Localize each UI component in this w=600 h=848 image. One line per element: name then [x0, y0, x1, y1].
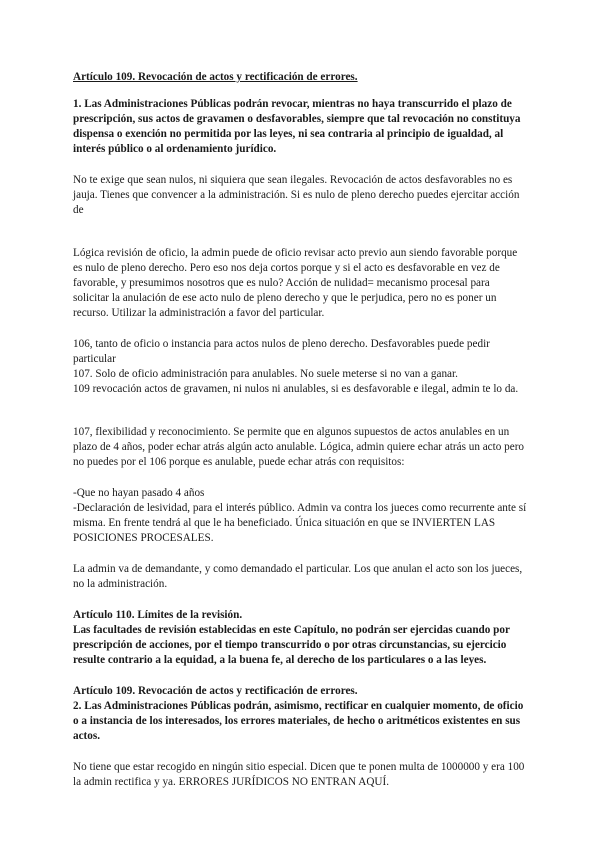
- summary-106: 106, tanto de oficio o instancia para actos nulos de pleno derecho. Desfavorables puede pedir particular: [73, 338, 490, 365]
- requirements-list: [73, 486, 528, 546]
- article-109-heading-2: Artículo 109. Revocación de actos y rectificación de errores.: [73, 685, 358, 697]
- document-page: [73, 70, 528, 790]
- note-logica-revision: Lógica revisión de oficio, la admin puede de oficio revisar acto previo aun siendo favorable porque es nulo de pleno derecho. Pero eso nos deja cortos porque y si el acto es desfavorable en vez de favorable, y presumimos nosotros que es nulo? Acción de nulidad= mecanismo procesal para solicitar la anulación de ese acto nulo de pleno derecho y que le perjudica, pero no es poner un recurso. Utilizar la administración a favor del particular.: [73, 247, 518, 319]
- article-110-heading: Artículo 110. Límites de la revisión.: [73, 609, 243, 621]
- requirement-lesividad: -Declaración de lesividad, para el interés público. Admin va contra los jueces como recurrente ante sí misma. En frente tendrá al que le ha beneficiado. Única situación en que se INVIERTEN LAS POSICIONES PROCESALES.: [73, 502, 527, 544]
- article-summary-list: [73, 337, 528, 397]
- article-109-paragraph-1: 1. Las Administraciones Públicas podrán revocar, mientras no haya transcurrido el plazo de prescripción, sus actos de gravamen o desfavorables, siempre que tal revocación no constituya dispensa o exención no permitida por las leyes, ni sea contraria al principio de igualdad, al interés público o al ordenamiento jurídico.: [73, 98, 521, 155]
- article-109-block-2: [73, 684, 528, 744]
- note-errores: No tiene que estar recogido en ningún sitio especial. Dicen que te ponen multa de 1000000 y era 100 la admin rectifica y ya. ERRORES JURÍDICOS NO ENTRAN AQUÍ.: [73, 761, 525, 788]
- summary-107: 107. Solo de oficio administración para anulables. No suele meterse si no van a ganar.: [73, 368, 458, 380]
- article-109-heading: Artículo 109. Revocación de actos y rectificación de errores.: [73, 71, 358, 83]
- note-demandante: La admin va de demandante, y como demandado el particular. Los que anulan el acto son los jueces, no la administración.: [73, 563, 523, 590]
- summary-109: 109 revocación actos de gravamen, ni nulos ni anulables, si es desfavorable e ilegal, admin te lo da.: [73, 383, 519, 395]
- note-nulos: No te exige que sean nulos, ni siquiera que sean ilegales. Revocación de actos desfavorables no es jauja. Tienes que convencer a la administración. Si es nulo de pleno derecho puedes ejercitar acción de: [73, 174, 520, 216]
- article-109-paragraph-2: 2. Las Administraciones Públicas podrán, asimismo, rectificar en cualquier momento, de oficio o a instancia de los interesados, los errores materiales, de hecho o aritméticos existentes en sus actos.: [73, 700, 524, 742]
- requirement-4-anos: -Que no hayan pasado 4 años: [73, 487, 205, 499]
- article-110-text: Las facultades de revisión establecidas en este Capítulo, no podrán ser ejercidas cuando por prescripción de acciones, por el tiempo transcurrido o por otras circunstancias, su ejercicio resulte contrario a la equidad, a la buena fe, al derecho de los particulares o a las leyes.: [73, 624, 510, 666]
- note-107-flexibilidad: 107, flexibilidad y reconocimiento. Se permite que en algunos supuestos de actos anulables en un plazo de 4 años, poder echar atrás algún acto anulable. Lógica, admin quiere echar atrás un acto pero no puedes por el 106 porque es anulable, puede echar atrás con requisitos:: [73, 426, 525, 468]
- article-110-block: [73, 608, 528, 668]
